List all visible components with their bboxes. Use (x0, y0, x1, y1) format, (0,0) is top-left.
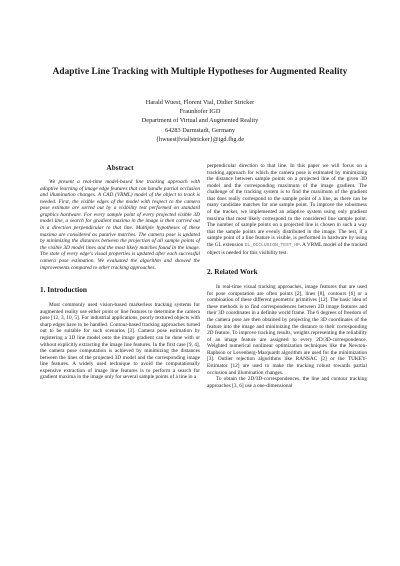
continued-text: perpendicular direction to that line. In this paper we will focus on a tracking approach for which the camera pose is estimated by minimizing the distance between sample points on a projected line of the given 3D model and the corresponding maximum of the image gradient. The challenge of the tracking system is to find the maximum of the gradient that does really correspond to the sample point of a line, as there can be many candidate matches for one sample point. To improve the robustness of the tracker, we implemented an adaptive system using only gradient maxima that most likely correspond to the considered line sample point. The number of sample points on a projected line is chosen in such a way that the sample points are evenly distributed in the image. The test, if a sample point of a line feature is visible, is performed in hardware by using the GL extension (207, 163, 367, 248)
affiliation-address: 64283 Darmstadt, Germany (164, 126, 236, 134)
continued-paragraph (207, 163, 367, 256)
author-email: {hwuest|fvial|stricker}@igd.fhg.de (155, 135, 245, 143)
affiliation-institute: Fraunhofer IGD (179, 108, 221, 116)
paper-title: Adaptive Line Tracking with Multiple Hypotheses for Augmented Reality (52, 67, 348, 77)
introduction-paragraph: Most commonly used vision-based markerless tracking systems for augmented reality use either point or line features to determine the camera pose [12, 3, 10, 5]. For industrial applications, poorly textured objects with sharp edges have to be handled. Contour-based tracking approaches turned out to be suitable for such scenarios [3]. Camera pose estimation by registering a 3D line model onto the image gradient can be done with or without explicitly extracting the image line features. In the first case [9, 4], the camera pose computation is achieved by minimizing the distances between the lines of the projected 3D model and the corresponding image line features. A widely used technique to avoid the computationally expensive extraction of image line features is to perform a search for gradient maxima in the image only for several sample points of a line in a (40, 302, 200, 381)
abstract-text: We present a real-time model-based line tracking approach with adaptive learning of image edge features that can handle partial occlusion and illumination changes. A CAD (VRML) model of the object to track is needed. First, the visible edges of the model with respect to the camera pose estimate are sorted out by a visibility test performed on standard graphics hardware. For every sample point of every projected visible 3D model line, a search for gradient maxima in the image is then carried out in a direction perpendicular to that line. Multiple hypotheses of these maxima are considered as putative matches. The camera pose is updated by minimizing the distances between the projection of all sample points of the visible 3D model lines and the most likely matches found in the image. The state of every edge's visual properties is updated after each successful camera pose estimation. We evaluated the algorithm and showed the improvements compared to other tracking approaches. (40, 179, 200, 271)
related-work-heading: 2. Related Work (207, 267, 258, 277)
introduction-heading: 1. Introduction (40, 285, 87, 295)
right-column (207, 163, 367, 389)
author-names: Harald Wuest, Florent Vial, Didier Stricker (145, 99, 255, 106)
gl-extension-name: GL_OCCLUSION_TEST_HP (244, 242, 300, 248)
left-column (40, 163, 200, 381)
related-work-paragraph-2: To obtain the 2D/3D-correspondences, the line and contour tracking approaches [3, 6] use a one-dimensional (207, 376, 367, 389)
abstract-heading: Abstract (106, 163, 134, 172)
affiliation-department: Department of Virtual and Augmented Reality (141, 117, 259, 125)
author-block (0, 98, 400, 144)
continued-text-end: . A VRML model of the tracked object is needed for this visibility test. (207, 241, 367, 256)
related-work-paragraph-1: In real-time visual tracking approaches, image features that are used for pose computation are often points [2], lines [8], contours [6] or a combination of these different geometric primitives [12]. The basic idea of these methods is to find correspondences between 2D image features and their 3D coordinates in a definite world frame. The 6 degrees of freedom of the camera pose are then obtained by projecting the 3D coordinates of the feature into the image and minimizing the distance to their corresponding 2D feature. To improve tracking results, weights representing the reliability of an image feature are assigned to every 2D/3D-correspondence. Weighted numerical nonlinear optimization techniques like the Newton-Raphson or Levenberg-Marquardt algorithm are used for the minimization [3]. Outlier rejection algorithms like RANSAC [2] or the TUKEY-Estimator [12] are used to make the tracking robust towards partial occlusion and illumination changes. (207, 284, 367, 376)
